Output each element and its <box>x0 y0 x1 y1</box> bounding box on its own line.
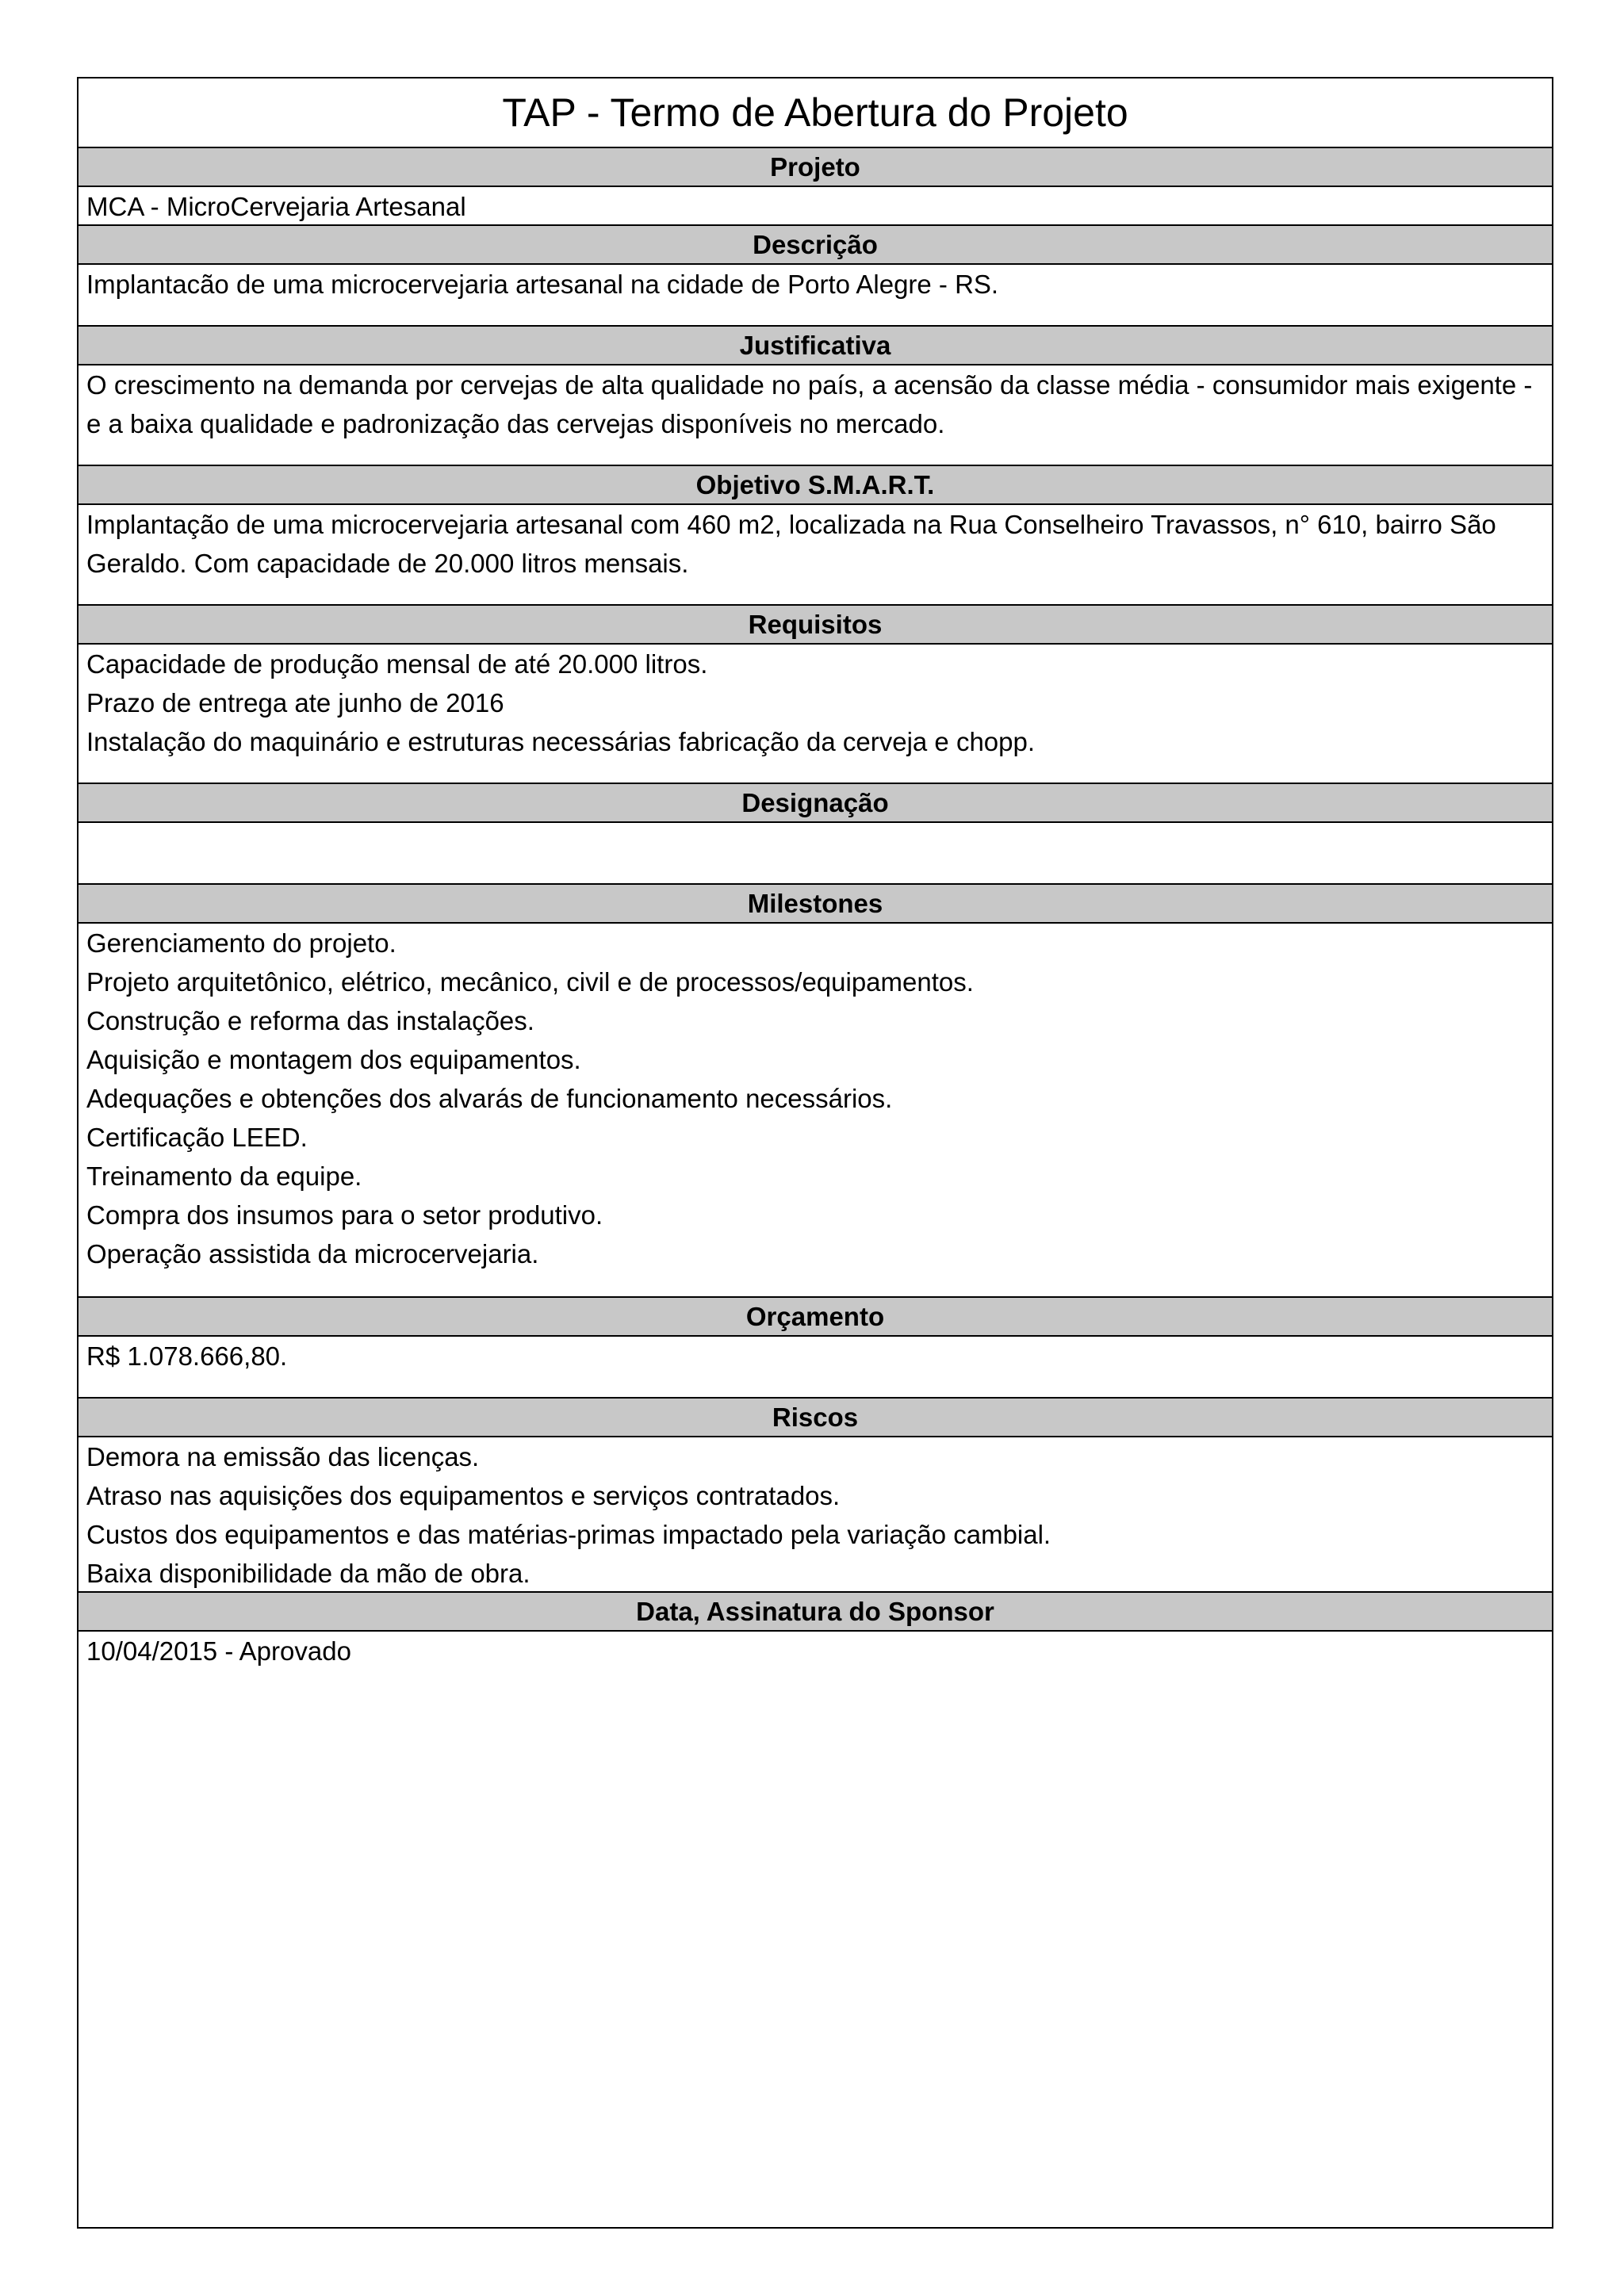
section-header-projeto: Projeto <box>79 148 1552 187</box>
justificativa-text: O crescimento na demanda por cervejas de alta qualidade no país, a acensão da classe média - consumidor mais exigente - e a baixa qualidade e padronização das cervejas disponíveis no mercado. <box>86 370 1533 438</box>
section-body-milestones <box>79 924 1552 1298</box>
assinatura-line: 10/04/2015 - Aprovado <box>86 1636 351 1666</box>
descricao-line: Implantacão de uma microcervejaria artesanal na cidade de Porto Alegre - RS. <box>86 270 999 299</box>
section-body-projeto <box>79 187 1552 226</box>
milestone-item: Compra dos insumos para o setor produtivo. <box>86 1200 603 1230</box>
section-header-objetivo: Objetivo S.M.A.R.T. <box>79 466 1552 505</box>
section-body-orcamento <box>79 1337 1552 1399</box>
section-body-riscos <box>79 1437 1552 1593</box>
milestone-item: Construção e reforma das instalações. <box>86 1006 534 1035</box>
section-body-descricao <box>79 265 1552 327</box>
requisito-item: Prazo de entrega ate junho de 2016 <box>86 688 504 718</box>
section-header-justificativa: Justificativa <box>79 327 1552 365</box>
section-header-requisitos: Requisitos <box>79 606 1552 645</box>
risco-item: Baixa disponibilidade da mão de obra. <box>86 1559 530 1588</box>
objetivo-text: Implantação de uma microcervejaria artesanal com 460 m2, localizada na Rua Conselheiro Travassos, n° 610, bairro São Geraldo. Com capacidade de 20.000 litros mensais. <box>86 510 1496 578</box>
section-body-assinatura <box>79 1632 1552 1670</box>
risco-item: Demora na emissão das licenças. <box>86 1442 480 1471</box>
milestone-item: Adequações e obtenções dos alvarás de funcionamento necessários. <box>86 1084 893 1113</box>
section-body-justificativa <box>79 365 1552 466</box>
milestone-item: Aquisição e montagem dos equipamentos. <box>86 1045 581 1074</box>
milestone-item: Gerenciamento do projeto. <box>86 928 396 958</box>
section-body-objetivo <box>79 505 1552 606</box>
document-title: TAP - Termo de Abertura do Projeto <box>79 78 1552 148</box>
section-body-requisitos <box>79 645 1552 784</box>
milestone-item: Operação assistida da microcervejaria. <box>86 1239 539 1269</box>
section-header-assinatura: Data, Assinatura do Sponsor <box>79 1593 1552 1632</box>
milestone-item: Certificação LEED. <box>86 1123 308 1152</box>
section-header-designacao: Designação <box>79 784 1552 823</box>
orcamento-value: R$ 1.078.666,80. <box>86 1341 288 1371</box>
section-body-designacao <box>79 823 1552 885</box>
section-header-descricao: Descrição <box>79 226 1552 265</box>
risco-item: Custos dos equipamentos e das matérias-primas impactado pela variação cambial. <box>86 1520 1051 1549</box>
section-header-riscos: Riscos <box>79 1399 1552 1437</box>
requisito-item: Capacidade de produção mensal de até 20.000 litros. <box>86 649 708 679</box>
section-header-orcamento: Orçamento <box>79 1298 1552 1337</box>
milestone-item: Treinamento da equipe. <box>86 1161 362 1191</box>
section-header-milestones: Milestones <box>79 885 1552 924</box>
requisito-item: Instalação do maquinário e estruturas necessárias fabricação da cerveja e chopp. <box>86 727 1036 756</box>
risco-item: Atraso nas aquisições dos equipamentos e serviços contratados. <box>86 1481 841 1510</box>
milestone-item: Projeto arquitetônico, elétrico, mecânico, civil e de processos/equipamentos. <box>86 967 974 997</box>
tap-document <box>77 77 1553 2229</box>
projeto-line: MCA - MicroCervejaria Artesanal <box>86 192 466 221</box>
